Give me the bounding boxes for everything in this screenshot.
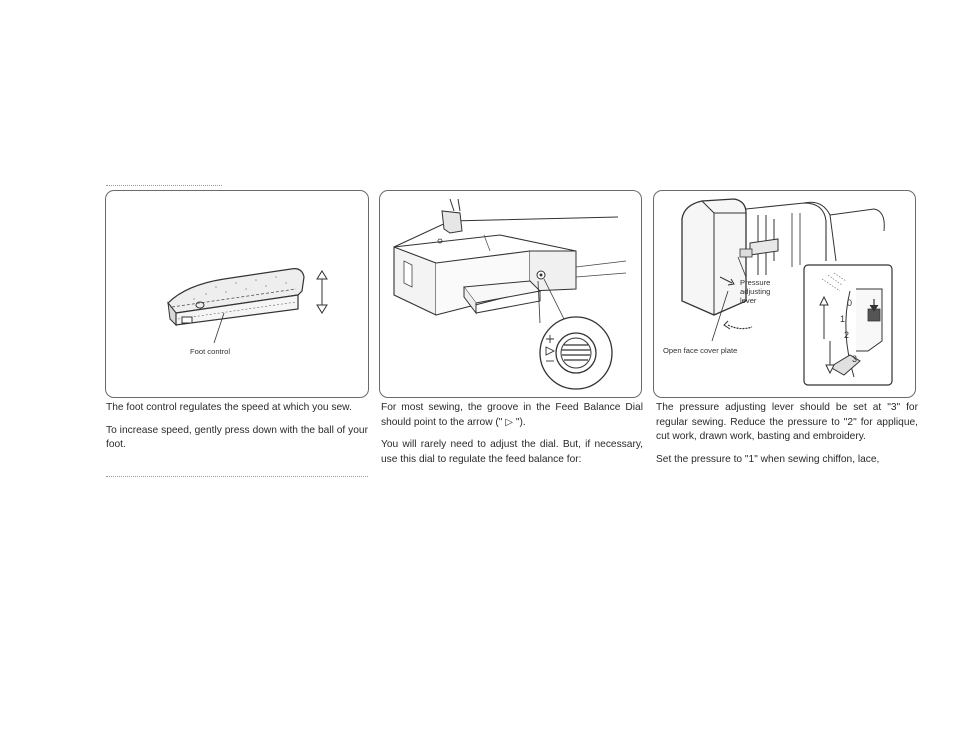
foot-control-drawing [106,191,368,397]
pressure-setting-3: 3 [852,354,858,364]
pressure-setting-1: 1 [840,314,846,324]
pressure-lever-label-line1: Pressure [740,278,771,287]
pressure-setting-0: 0 [847,298,853,308]
pressure-lever-text-column [656,401,918,475]
foot-control-text-column [106,401,368,461]
paragraph: To increase speed, gently press down with the ball of your foot. [106,424,368,450]
pressure-lever-drawing [654,191,915,397]
cutoff-heading-fragment [106,185,222,188]
feed-balance-dial-drawing [380,191,641,397]
open-face-cover-plate-label: Open face cover plate [663,346,738,355]
feed-balance-text-column [381,401,643,475]
paragraph: You will rarely need to adjust the dial. But, if necessary, use this dial to regulate the feed balance for: [381,439,643,465]
paragraph: The foot control regulates the speed at which you sew. [106,402,352,413]
pressure-lever-illustration-panel [653,190,916,398]
paragraph: Set the pressure to "1" when sewing chiffon, lace, [656,453,880,465]
paragraph: For most sewing, the groove in the Feed Balance Dial should point to the arrow (" ▷ "). [381,402,643,428]
feed-balance-dial-illustration-panel [379,190,642,398]
pressure-setting-2: 2 [844,330,850,340]
foot-control-illustration-panel [105,190,369,398]
pressure-lever-label-line3: lever [740,296,757,305]
paragraph: The pressure adjusting lever should be set at "3" for regular sewing. Reduce the pressure to "2" for applique, cut work, drawn work, basting and embroidery. [656,402,918,442]
foot-control-label: Foot control [190,347,231,356]
cutoff-line-fragment [106,476,368,479]
pressure-lever-label-line2: adjusting [740,287,771,296]
